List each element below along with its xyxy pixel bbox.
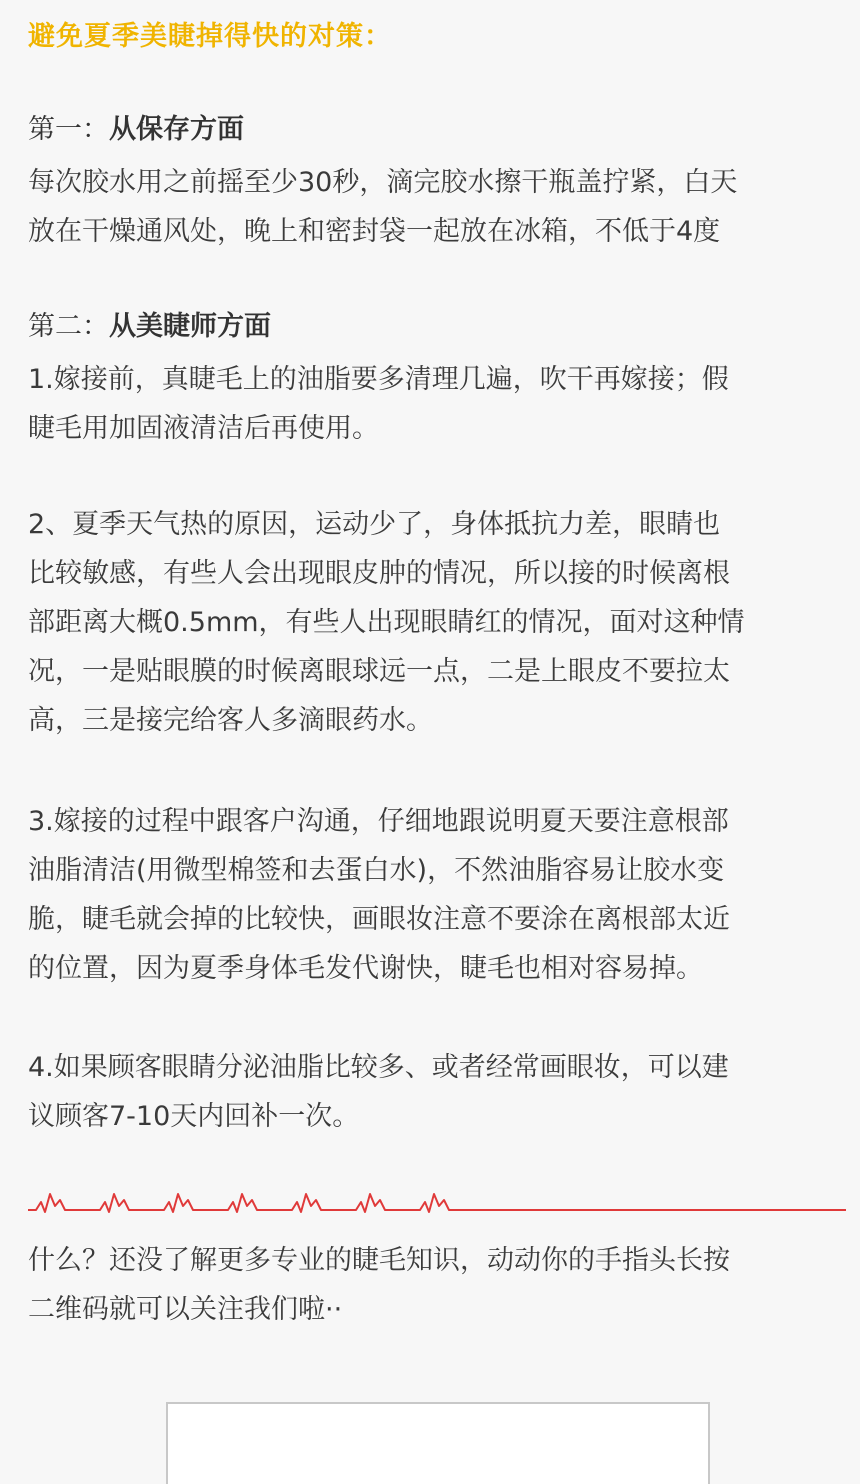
text-line: 况，一是贴眼膜的时候离眼球远一点，二是上眼皮不要拉太 bbox=[28, 656, 730, 687]
section-heading-text: 从保存方面 bbox=[109, 114, 244, 145]
footer-follow-text bbox=[28, 1236, 838, 1334]
text-line: 睫毛用加固液清洁后再使用。 bbox=[28, 413, 379, 444]
text-line: 1.嫁接前，真睫毛上的油脂要多清理几遍，吹干再嫁接；假 bbox=[28, 364, 729, 395]
section-body-technician bbox=[28, 355, 838, 453]
text-line: 什么？还没了解更多专业的睫毛知识，动动你的手指头长按 bbox=[28, 1245, 730, 1276]
section-heading-storage bbox=[28, 114, 244, 146]
section-heading-text: 从美睫师方面 bbox=[109, 311, 271, 342]
heartbeat-divider-icon bbox=[28, 1180, 846, 1224]
text-line: 4.如果顾客眼睛分泌油脂比较多、或者经常画眼妆，可以建 bbox=[28, 1052, 729, 1083]
qr-code-frame bbox=[166, 1402, 710, 1484]
text-line: 二维码就可以关注我们啦·· bbox=[28, 1294, 343, 1325]
text-line: 部距离大概0.5mm，有些人出现眼睛红的情况，面对这种情 bbox=[28, 607, 745, 638]
text-line: 高，三是接完给客人多滴眼药水。 bbox=[28, 705, 433, 736]
paragraph-communication bbox=[28, 797, 838, 993]
text-line: 2、夏季天气热的原因，运动少了，身体抵抗力差，眼睛也 bbox=[28, 509, 721, 540]
text-line: 放在干燥通风处，晚上和密封袋一起放在冰箱，不低于4度 bbox=[28, 216, 721, 247]
section-heading-technician bbox=[28, 311, 271, 343]
text-line: 比较敏感，有些人会出现眼皮肿的情况，所以接的时候离根 bbox=[28, 558, 730, 589]
text-line: 每次胶水用之前摇至少30秒，滴完胶水擦干瓶盖拧紧，白天 bbox=[28, 167, 738, 198]
section-prefix: 第一： bbox=[28, 114, 109, 145]
section-body-storage bbox=[28, 158, 838, 256]
text-line: 议顾客7-10天内回补一次。 bbox=[28, 1101, 360, 1132]
paragraph-oily-eyes bbox=[28, 1043, 838, 1141]
paragraph-summer-heat bbox=[28, 500, 838, 745]
section-prefix: 第二： bbox=[28, 311, 109, 342]
text-line: 3.嫁接的过程中跟客户沟通，仔细地跟说明夏天要注意根部 bbox=[28, 806, 729, 837]
article-title: 避免夏季美睫掉得快的对策： bbox=[28, 21, 392, 52]
text-line: 脆，睫毛就会掉的比较快，画眼妆注意不要涂在离根部太近 bbox=[28, 904, 730, 935]
text-line: 油脂清洁(用微型棉签和去蛋白水)，不然油脂容易让胶水变 bbox=[28, 855, 725, 886]
text-line: 的位置，因为夏季身体毛发代谢快，睫毛也相对容易掉。 bbox=[28, 953, 703, 984]
